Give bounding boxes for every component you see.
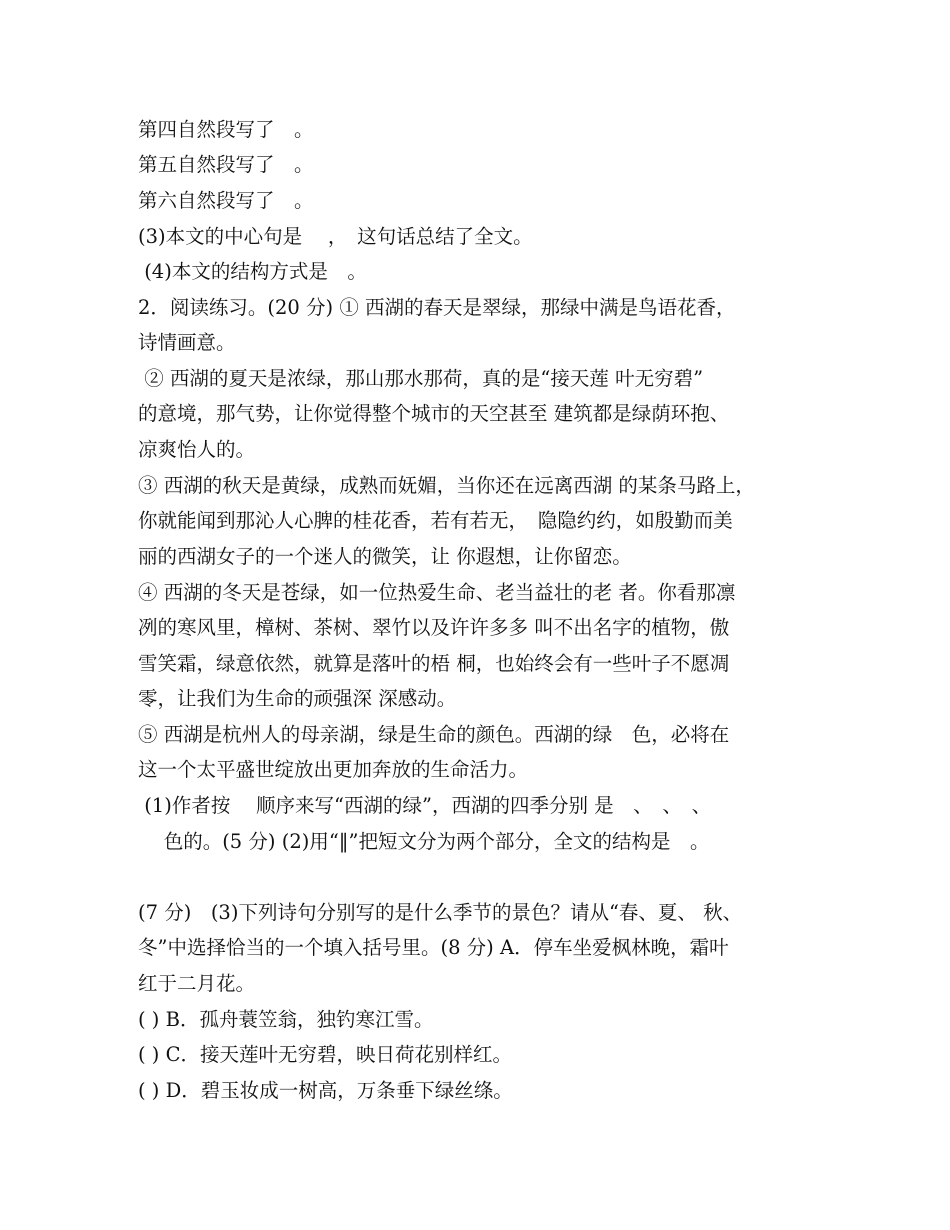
text-line: 零，让我们为生命的顽强深 深感动。	[138, 687, 457, 710]
text-line: (3)本文的中心句是 ， 这句话总结了全文。	[138, 225, 533, 248]
text-line: 冬”中选择恰当的一个填入括号里。(8 分) A．停车坐爱枫林晚，霜叶	[138, 936, 729, 959]
text-line: ( ) D．碧玉妆成一树高，万条垂下绿丝绦。	[138, 1079, 513, 1102]
text-line: (1)作者按 顺序来写“西湖的绿”，西湖的四季分别 是 、 、 、	[138, 794, 712, 817]
text-line: 红于二月花。	[138, 972, 256, 995]
text-line: ④ 西湖的冬天是苍绿，如一位热爱生命、老当益壮的老 者。你看那凛	[138, 581, 736, 604]
text-line: (7 分) (3)下列诗句分别写的是什么季节的景色？请从“春、夏、 秋、	[138, 901, 743, 924]
text-line: 的意境，那气势，让你觉得整个城市的天空甚至 建筑都是绿荫环抱、	[138, 402, 730, 425]
text-line: 诗情画意。	[138, 331, 236, 354]
text-line: (4)本文的结构方式是 。	[138, 260, 367, 283]
text-line: 第六自然段写了 。	[138, 189, 314, 212]
text-line: ③ 西湖的秋天是黄绿，成熟而妩媚，当你还在远离西湖 的某条马路上，	[138, 474, 755, 497]
text-line: 雪笑霜，绿意依然，就算是落叶的梧 桐，也始终会有一些叶子不愿凋	[138, 652, 730, 675]
text-line: 色的。(5 分) (2)用“‖”把短文分为两个部分，全文的结构是 。	[138, 830, 710, 853]
text-line: 冽的寒风里，樟树、茶树、翠竹以及许许多多 叫不出名字的植物，傲	[138, 616, 730, 639]
text-line: ② 西湖的夏天是浓绿，那山那水那荷，真的是“接天莲 叶无穷碧”	[138, 367, 704, 390]
text-line: 第五自然段写了 。	[138, 153, 314, 176]
text-line: 凉爽怡人的。	[138, 438, 256, 461]
text-line: 这一个太平盛世绽放出更加奔放的生命活力。	[138, 758, 529, 781]
text-line: 丽的西湖女子的一个迷人的微笑，让 你遐想，让你留恋。	[138, 545, 632, 568]
text-line: 第四自然段写了 。	[138, 118, 314, 141]
text-line: ( ) C．接天莲叶无穷碧，映日荷花别样红。	[138, 1043, 513, 1066]
text-line: 你就能闻到那沁人心脾的桂花香，若有若无， 隐隐约约，如殷勤而美	[138, 509, 733, 532]
text-line: 2．阅读练习。(20 分) ① 西湖的春天是翠绿，那绿中满是鸟语花香，	[138, 296, 736, 319]
text-line: ⑤ 西湖是杭州人的母亲湖，绿是生命的颜色。西湖的绿 色，必将在	[138, 723, 730, 746]
text-line: ( ) B．孤舟蓑笠翁，独钓寒江雪。	[138, 1008, 434, 1031]
